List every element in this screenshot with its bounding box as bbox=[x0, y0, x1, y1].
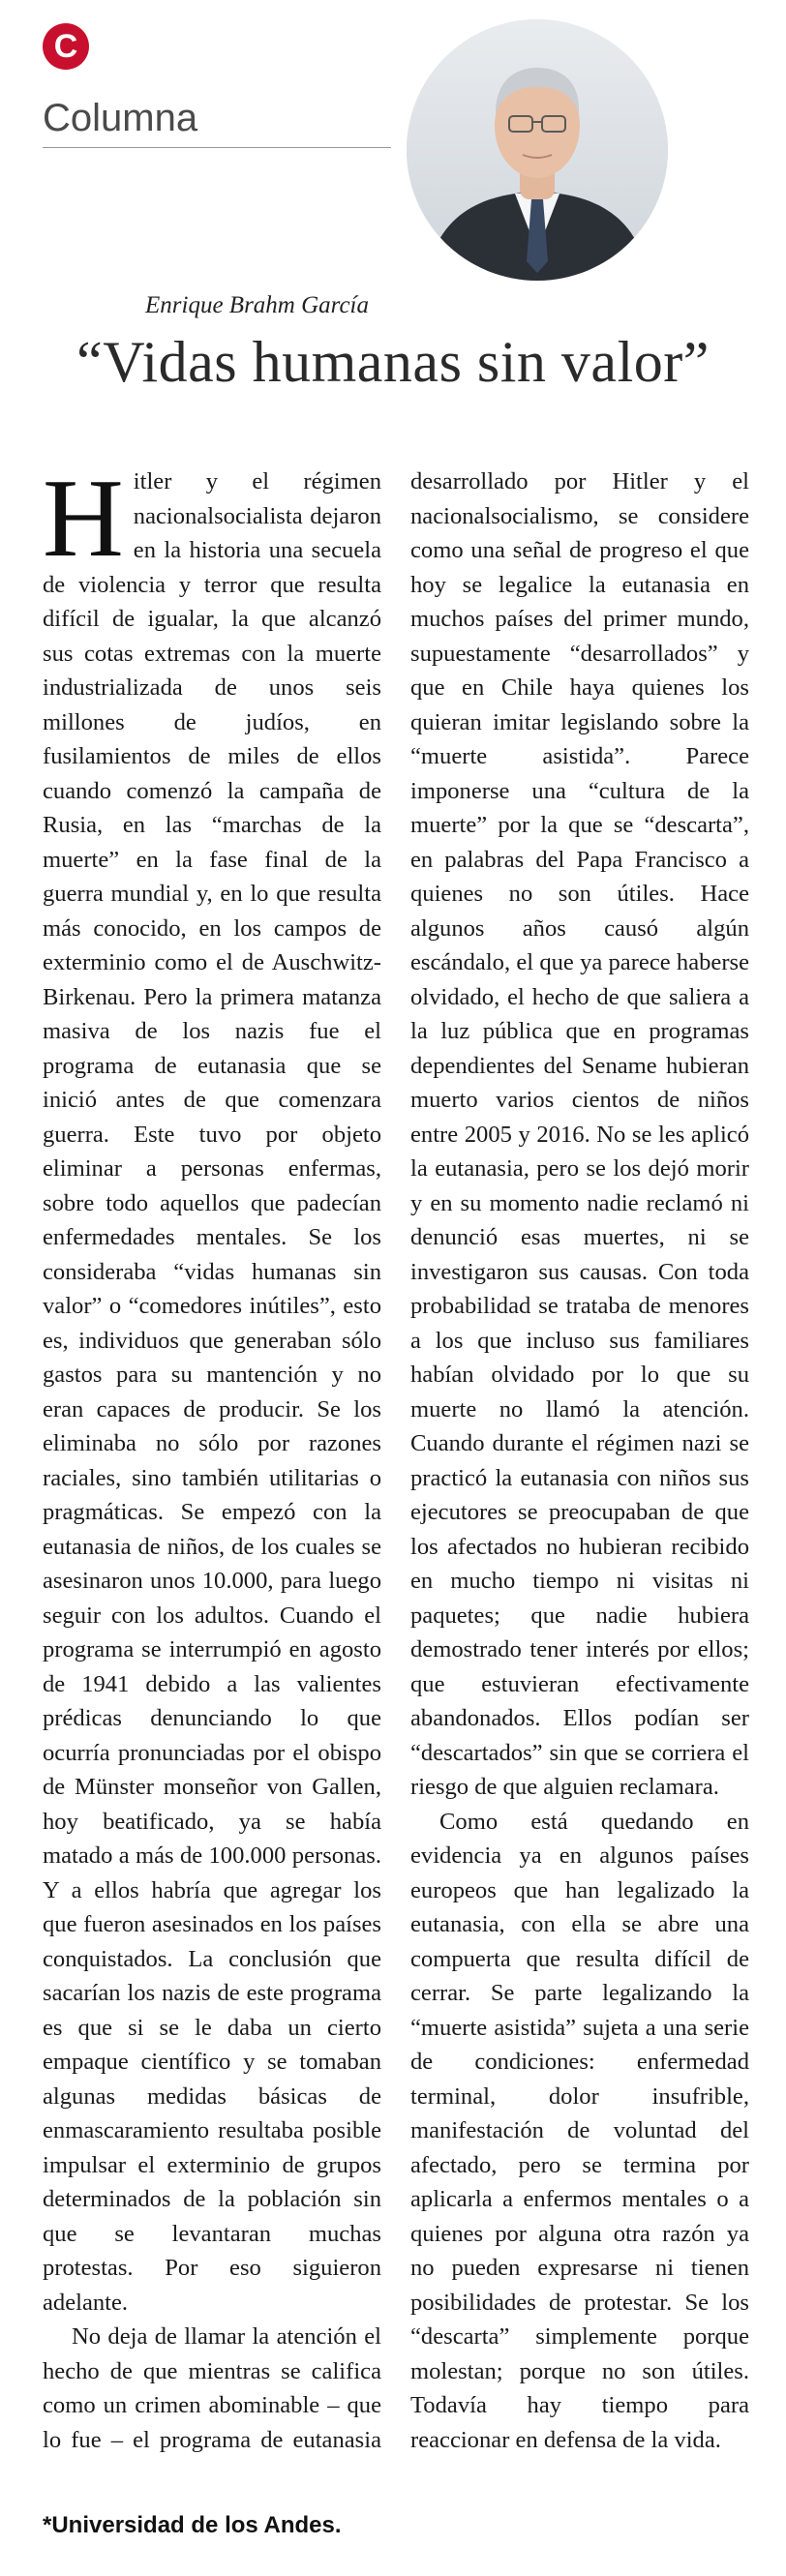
article-body bbox=[43, 457, 749, 2477]
column-header bbox=[0, 0, 786, 318]
article-paragraph-2: No deja de llamar la atención el hecho de que mientras se califica como un crimen abominable – que lo fue – el programa de eutanasia desarrollado por Hitler y el nacionalsocialismo, se considere como una señal de progreso el que hoy se legalice la eutanasia en muchos países del primer mundo, supuestamente “desarrollados” y que en Chile haya quienes los quieran imitar legislando sobre la “muerte asistida”. Parece imponerse una “cultura de la muerte” por la que se “descarta”, en palabras del Papa Francisco a quienes no son útiles. Hace algunos años causó algún escándalo, el que ya parece haberse olvidado, el hecho de que saliera a la luz pública que en programas dependientes del Sename hubieran muerto varios cientos de niños entre 2005 y 2016. No se les aplicó la eutanasia, pero se los dejó morir y en su momento nadie reclamó ni denunció esas muertes, ni se investigaron sus causas. Con toda probabilidad se trataba de menores a los que incluso sus familiares habían olvidado por lo que su muerte no llamó la atención. Cuando durante el régimen nazi se practicó la eutanasia con niños sus ejecutores se preocupaban de que los afectados no hubieran recibido en mucho tiempo ni visitas ni paquetes; que nadie hubiera demostrado tener interés por ellos; que estuvieran efectivamente abandonados. Ellos podían ser “descartados” sin que se corriera el riesgo de que alguien reclamara. bbox=[43, 468, 749, 2453]
author-affiliation: *Universidad de los Andes. bbox=[43, 2512, 342, 2538]
paragraph-1-text: itler y el régimen nacionalsocialista dejaron en la historia una secuela de violencia y terror que resulta difícil de igualar, la que alcanzó sus cotas extremas con la muerte industrializada de unos seis millones de judíos, en fusilamientos de miles de ellos cuando comenzó la campaña de Rusia, en las “marchas de la muerte” en la fase final de la guerra mundial y, en lo que resulta más conocido, en los campos de exterminio como el de Auschwitz-Birkenau. Pero la primera matanza masiva de los nazis fue el programa de eutanasia que se inició antes de que comenzara guerra. Este tuvo por objeto eliminar a personas enfermas, sobre todo aquellos que padecían enfermedades mentales. Se los consideraba “vidas humanas sin valor” o “comedores inútiles”, esto es, individuos que generaban sólo gastos para su mantención y no eran capaces de producir. Se los eliminaba no sólo por razones raciales, sino también utilitarias o pragmáticas. Se empezó con la eutanasia de niños, de los cuales se asesinaron unos 10.000, para luego seguir con los adultos. Cuando el programa se interrumpió en agosto de 1941 debido a las valientes prédicas denunciando lo que ocurría pronunciadas por el obispo de Münster monseñor von Gallen, hoy beatificado, ya se había matado a más de 100.000 personas. Y a ellos habría que agregar los que fueron asesinados en los países conquistados. La conclusión que sacarían los nazis de este programa es que si se le daba un cierto empaque científico y se tomaban algunas medidas básicas de enmascaramiento resultaba posible impulsar el exterminio de grupos determinados de la población sin que se levantaran muchas protestas. Por eso siguieron adelante. bbox=[43, 468, 381, 2316]
article-paragraph-3: Como está quedando en evidencia ya en algunos países europeos que han legalizado la eutanasia, con ella se abre una compuerta que resulta difícil de cerrar. Se parte legalizando la “muerte asistida” sujeta a una serie de condiciones: enfermedad terminal, dolor insufrible, manifestación de voluntad del afectado, pero se termina por aplicarla a enfermos mentales o a quienes por alguna otra razón ya no pueden expresarse ni tienen posibilidades de protestar. Se los “descarta” simplemente porque molestan; porque no son útiles. Todavía hay tiempo para reaccionar en defensa de la vida. bbox=[410, 1808, 749, 2453]
author-portrait bbox=[407, 19, 668, 281]
author-portrait-graphic bbox=[407, 19, 668, 281]
column-badge-icon: C bbox=[43, 23, 89, 70]
article-paragraph-1 bbox=[43, 457, 381, 2320]
drop-cap: H bbox=[43, 457, 124, 581]
header-divider bbox=[43, 147, 391, 148]
article-title: “Vidas humanas sin valor” bbox=[76, 330, 710, 394]
section-label: Columna bbox=[43, 97, 198, 139]
author-name: Enrique Brahm García bbox=[145, 292, 369, 318]
